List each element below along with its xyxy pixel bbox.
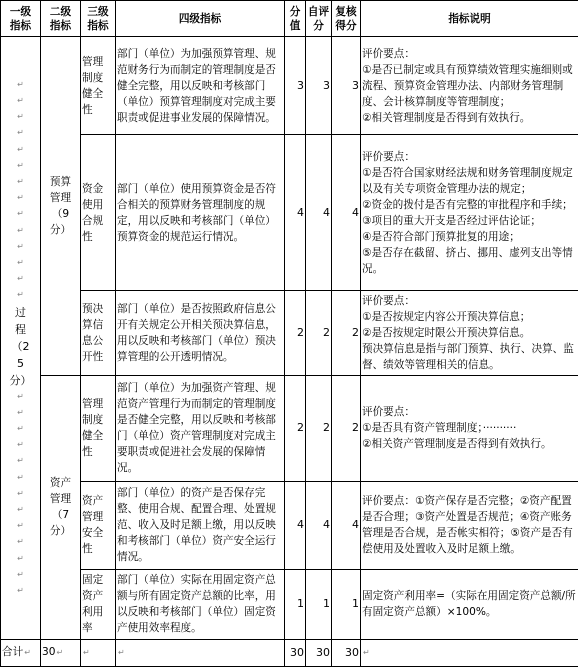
table-row — [1, 375, 578, 481]
header-level2: 二级 指标 — [41, 1, 81, 37]
level4-description: 部门（单位）实际在用固定资产总额与所有固定资产总额的比率，用以反映和考核部门（单位）固定资产使用效率程度。 — [116, 569, 285, 639]
self-score-value: 2 — [306, 291, 332, 375]
table-row — [1, 135, 578, 291]
header-row — [1, 1, 578, 37]
table-row — [1, 291, 578, 375]
level2-budget-cell: 预算 管理 （9 分） — [41, 37, 81, 376]
review-score-value: 2 — [332, 375, 361, 481]
level4-description: 部门（单位）为加强预算管理、规范财务行为而制定的管理制度是否健全完整，用以反映和考核部门（单位）预算管理制度对完成主要职责或促进事业发展的保障情况。 — [116, 37, 285, 135]
review-score-value: 1 — [332, 569, 361, 639]
level4-description: 部门（单位）的资产是否保存完整、使用合规、配置合理、处置规范、收入及时足额上缴，用以反映和考核部门（单位）资产安全运行情况。 — [116, 481, 285, 569]
self-score-value: 4 — [306, 481, 332, 569]
review-score-value: 4 — [332, 135, 361, 291]
header-explanation: 指标说明 — [361, 1, 578, 37]
indicator-explanation: 评价要点： ①是否符合国家财经法规和财务管理制度规定以及有关专项资金管理办法的规定； ②资金的拨付是否有完整的审批程序和手续； ③项目的重大开支是否经过评估论证； ④是否符合部门预算批复的用途； ⑤是否存在截留、挤占、挪用、虚列支出等情况。 — [361, 135, 578, 291]
header-level4: 四级指标 — [116, 1, 285, 37]
self-score-value: 4 — [306, 135, 332, 291]
total-self-score: 30 — [306, 639, 332, 666]
level3-cell: 预决 算信 息公 开性 — [81, 291, 116, 375]
review-score-value: 3 — [332, 37, 361, 135]
indicator-explanation: 评价要点： ①是否按规定内容公开预决算信息； ②是否按规定时限公开预决算信息。 预决算信息是指与部门预算、执行、决算、监督、绩效等管理相关的信息。 — [361, 291, 578, 375]
header-level3: 三级 指标 — [81, 1, 116, 37]
level1-label: 过 程 （2 5 分） — [9, 305, 32, 387]
header-score: 分 值 — [285, 1, 306, 37]
score-value: 2 — [285, 291, 306, 375]
review-score-value: 4 — [332, 481, 361, 569]
total-value: 30↵ — [41, 639, 81, 666]
table-row — [1, 569, 578, 639]
level3-cell: 资产 管理 安全 性 — [81, 481, 116, 569]
indicator-explanation: 评价要点：①资产保存是否完整；②资产配置是否合理；③资产处置是否规范；④资产账务管理是否合规，是否帐实相符；⑤资产是否有偿使用及处置收入及时足额上缴。 — [361, 481, 578, 569]
self-score-value: 2 — [306, 375, 332, 481]
level4-description: 部门（单位）使用预算资金是否符合相关的预算财务管理制度的规定，用以反映和考核部门（单位）预算资金的规范运行情况。 — [116, 135, 285, 291]
header-review-score: 复核 得分 — [332, 1, 361, 37]
score-value: 1 — [285, 569, 306, 639]
total-label: 合计↵ — [1, 639, 41, 666]
paragraph-marks: ↵ ↵ ↵ ↵ ↵ ↵ ↵ ↵ ↵ ↵ ↵ ↵ ↵ ↵ — [17, 79, 24, 300]
table-row — [1, 37, 578, 135]
score-value: 4 — [285, 481, 306, 569]
total-row: 合计↵ 30↵ ↵ ↵ 30 30 30 ↵ — [1, 639, 578, 666]
score-value: 4 — [285, 135, 306, 291]
indicator-explanation: 固定资产利用率=（实际在用固定资产总额/所有固定资产总额）×100%。 — [361, 569, 578, 639]
header-level1: 一级 指标 — [1, 1, 41, 37]
level3-cell: 资金 使用 合规 性 — [81, 135, 116, 291]
table-row — [1, 481, 578, 569]
review-score-value: 2 — [332, 291, 361, 375]
indicator-explanation: 评价要点： ①是否已制定或具有预算绩效管理实施细则或流程、预算资金管理办法、内部财务管理制度、会计核算制度等管理制度； ②相关管理制度是否得到有效执行。 — [361, 37, 578, 135]
level4-description: 部门（单位）是否按照政府信息公开有关规定公开相关预决算信息，用以反映和考核部门（单位）预决算管理的公开透明情况。 — [116, 291, 285, 375]
self-score-value: 1 — [306, 569, 332, 639]
level3-cell: 管理 制度 健全 性 — [81, 375, 116, 481]
total-score: 30 — [285, 639, 306, 666]
level4-description: 部门（单位）为加强资产管理、规范资产管理行为而制定的管理制度是否健全完整，用以反映和考核部门（单位）资产管理制度对完成主要职责或促进社会发展的保障情况。 — [116, 375, 285, 481]
level3-cell: 固定 资产 利用 率 — [81, 569, 116, 639]
score-value: 2 — [285, 375, 306, 481]
total-review-score: 30 — [332, 639, 361, 666]
indicator-explanation: 评价要点： ①是否具有资产管理制度；·········· ②相关资产管理制度是否得到有效执行。 — [361, 375, 578, 481]
level2-asset-cell: 资产 管理 （7 分） — [41, 375, 81, 639]
self-score-value: 3 — [306, 37, 332, 135]
score-value: 3 — [285, 37, 306, 135]
header-self-score: 自评 分 — [306, 1, 332, 37]
level1-cell: ↵ ↵ ↵ ↵ ↵ ↵ ↵ ↵ ↵ ↵ ↵ ↵ ↵ ↵ 过 程 （2 5 分） ↵ ↵ ↵ ↵ ↵ ↵ ↵ ↵ ↵ ↵ ↵ ↵ ↵ — [1, 37, 41, 640]
level3-cell: 管理 制度 健全 性 — [81, 37, 116, 135]
